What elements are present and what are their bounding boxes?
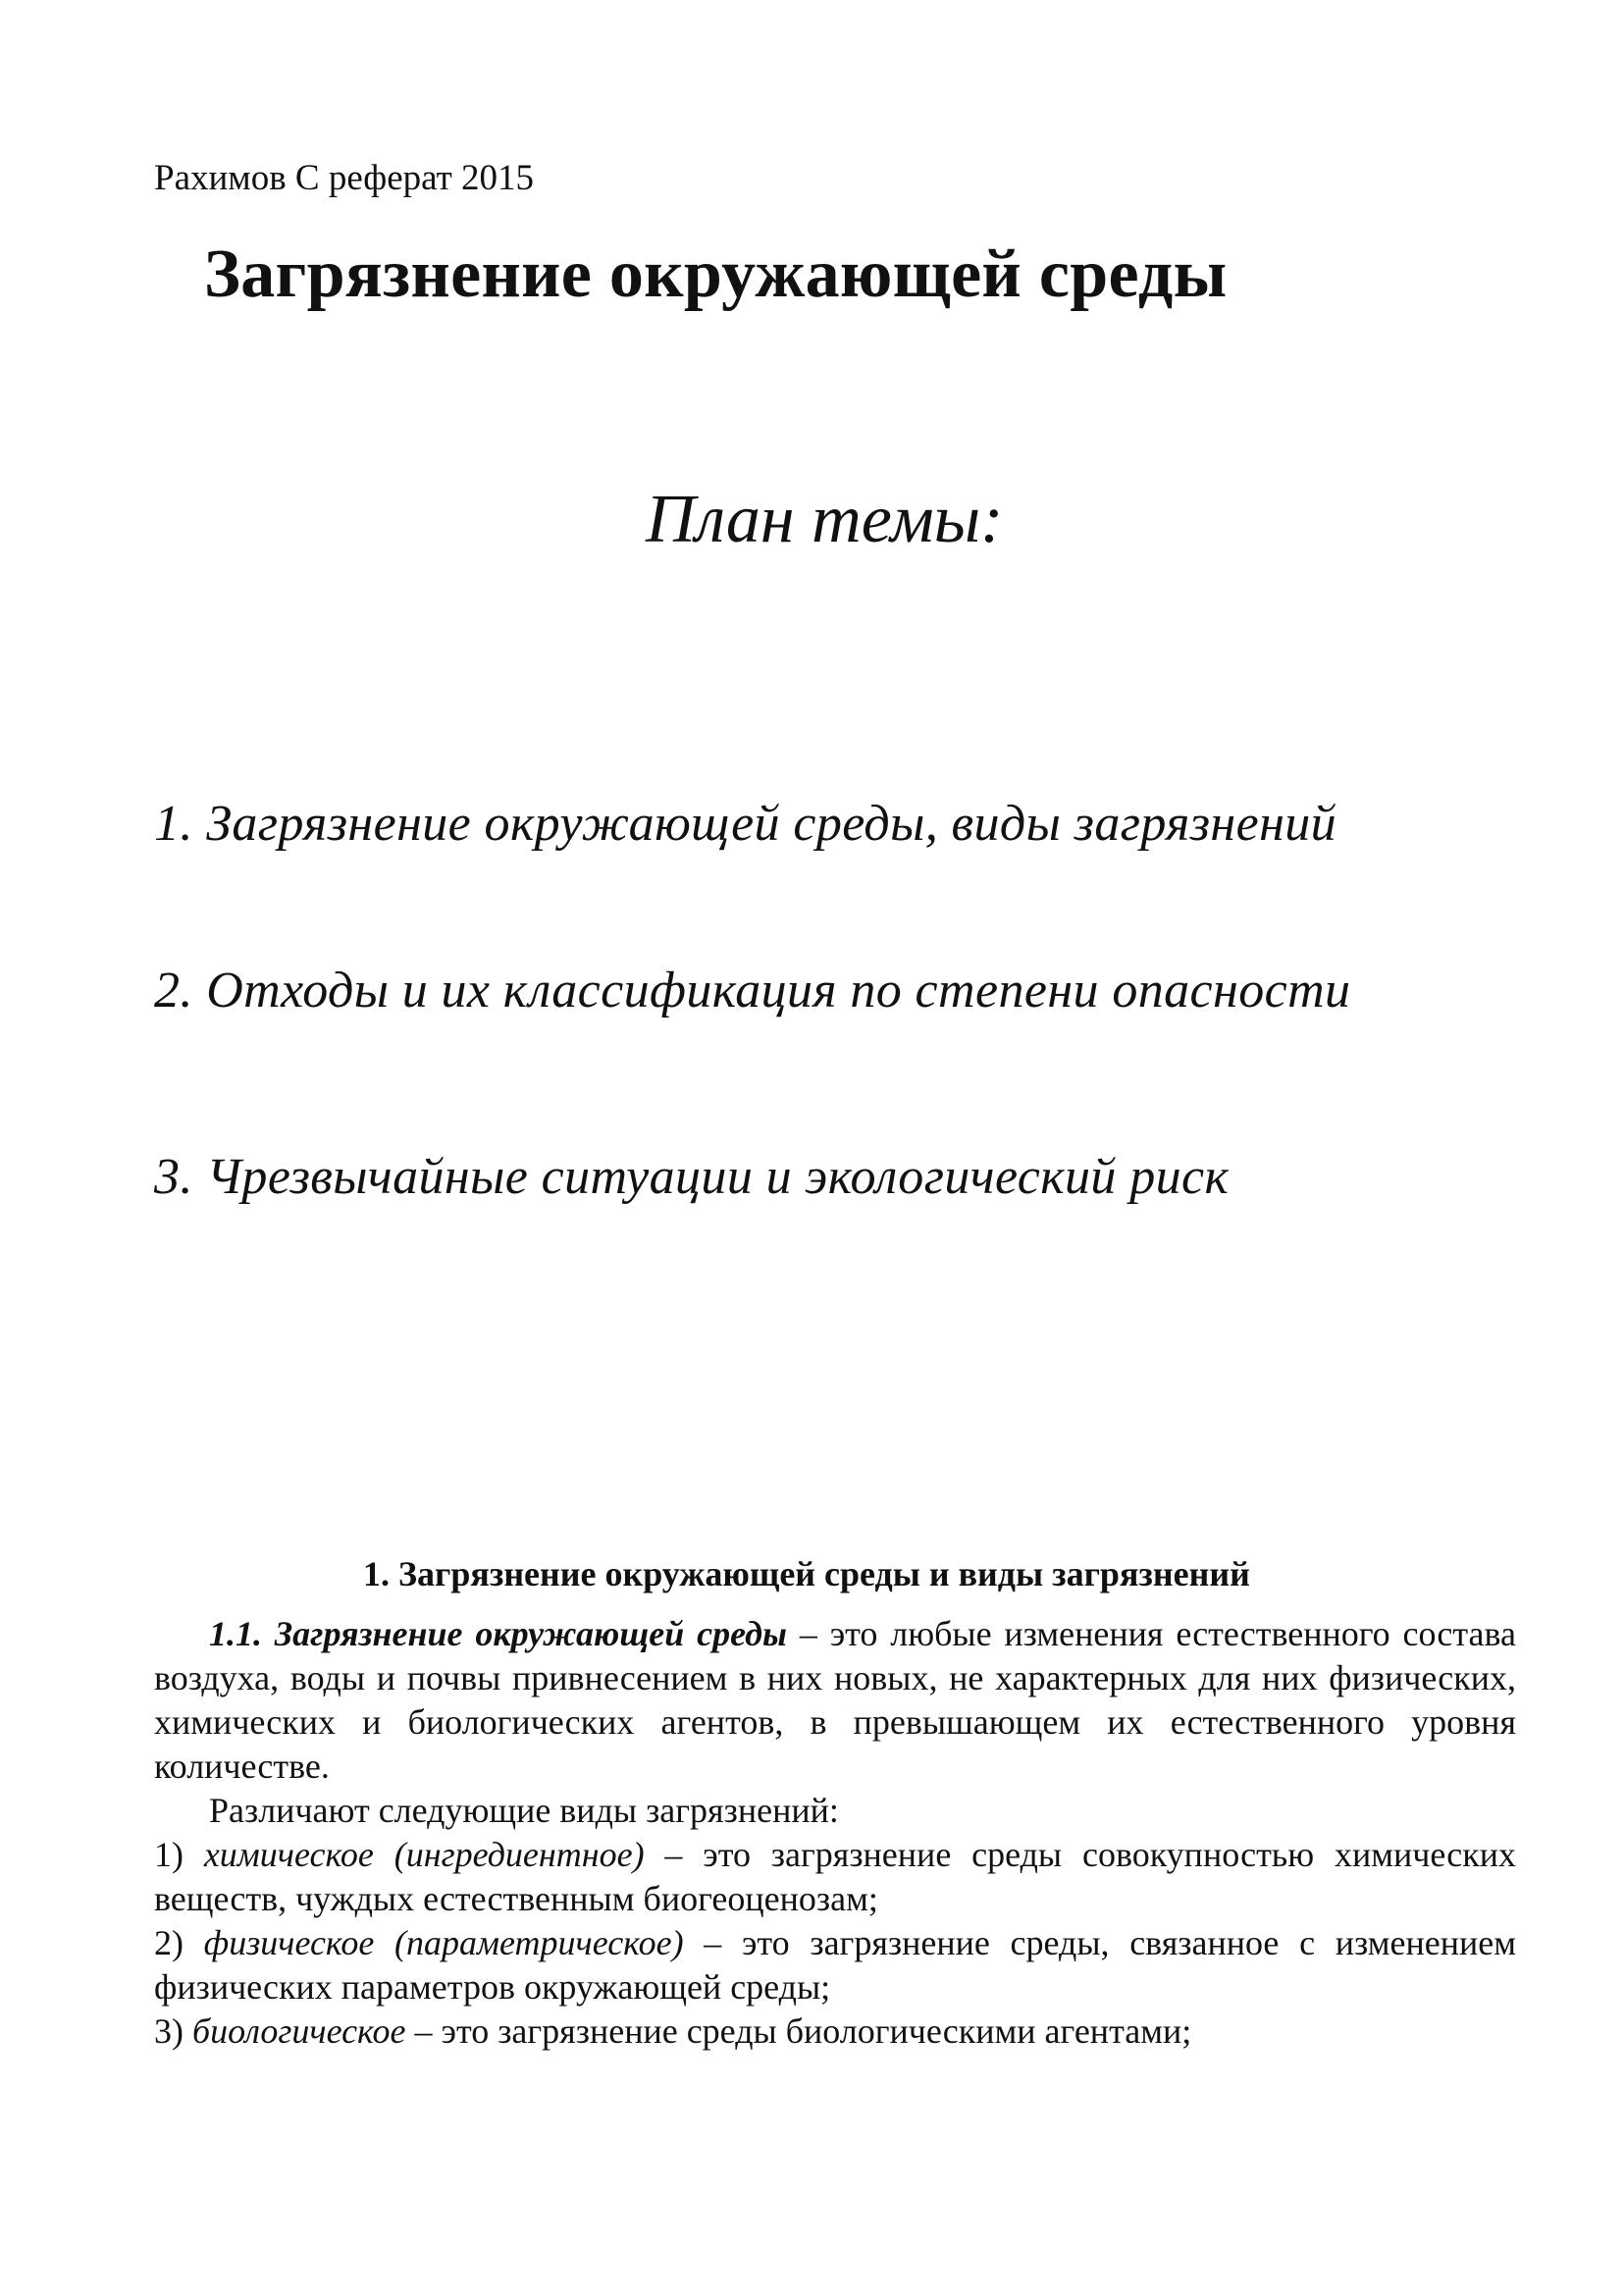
item-term: физическое (параметрическое) xyxy=(203,1923,684,1962)
definition-term: 1.1. Загрязнение окружающей среды xyxy=(209,1614,788,1653)
types-intro: Различают следующие виды загрязнений: xyxy=(209,1791,839,1830)
item-term: химическое (ингредиентное) xyxy=(203,1835,645,1874)
plan-item: 3. Чрезвычайные ситуации и экологический риск xyxy=(154,1149,1230,1205)
item-text: – это загрязнение среды биологическими агентами; xyxy=(405,2011,1192,2051)
plan-title: План темы: xyxy=(646,482,1004,557)
document-title: Загрязнение окружающей среды xyxy=(204,236,1228,312)
pollution-type-item xyxy=(154,2009,1516,2054)
section-heading: 1. Загрязнение окружающей среды и виды загрязнений xyxy=(363,1554,1250,1593)
item-text: – это загрязнение среды совокупностью химических веществ, чуждых естественным биогеоценозам; xyxy=(154,1835,1516,1918)
definition-text: – это любые изменения естественного состава воздуха, воды и почвы привнесением в них новых, не характерных для них физических, химических и биологических агентов, в превышающем их естественного уровня количестве. xyxy=(154,1614,1517,1786)
pollution-type-item xyxy=(154,1833,1516,1921)
item-number: 2) xyxy=(154,1923,204,1962)
plan-item: 2. Отходы и их классификация по степени опасности xyxy=(154,963,1351,1018)
item-number: 1) xyxy=(154,1835,204,1874)
pollution-type-item xyxy=(154,1921,1516,2009)
section-body xyxy=(154,1612,1516,2054)
item-number: 3) xyxy=(154,2011,192,2051)
plan-item: 1. Загрязнение окружающей среды, виды загрязнений xyxy=(154,796,1337,852)
item-text: – это загрязнение среды, связанное с изменением физических параметров окружающей среды; xyxy=(154,1923,1517,2007)
author-line: Рахимов С реферат 2015 xyxy=(154,158,535,198)
definition-paragraph xyxy=(154,1612,1516,1789)
item-term: биологическое xyxy=(192,2011,406,2051)
